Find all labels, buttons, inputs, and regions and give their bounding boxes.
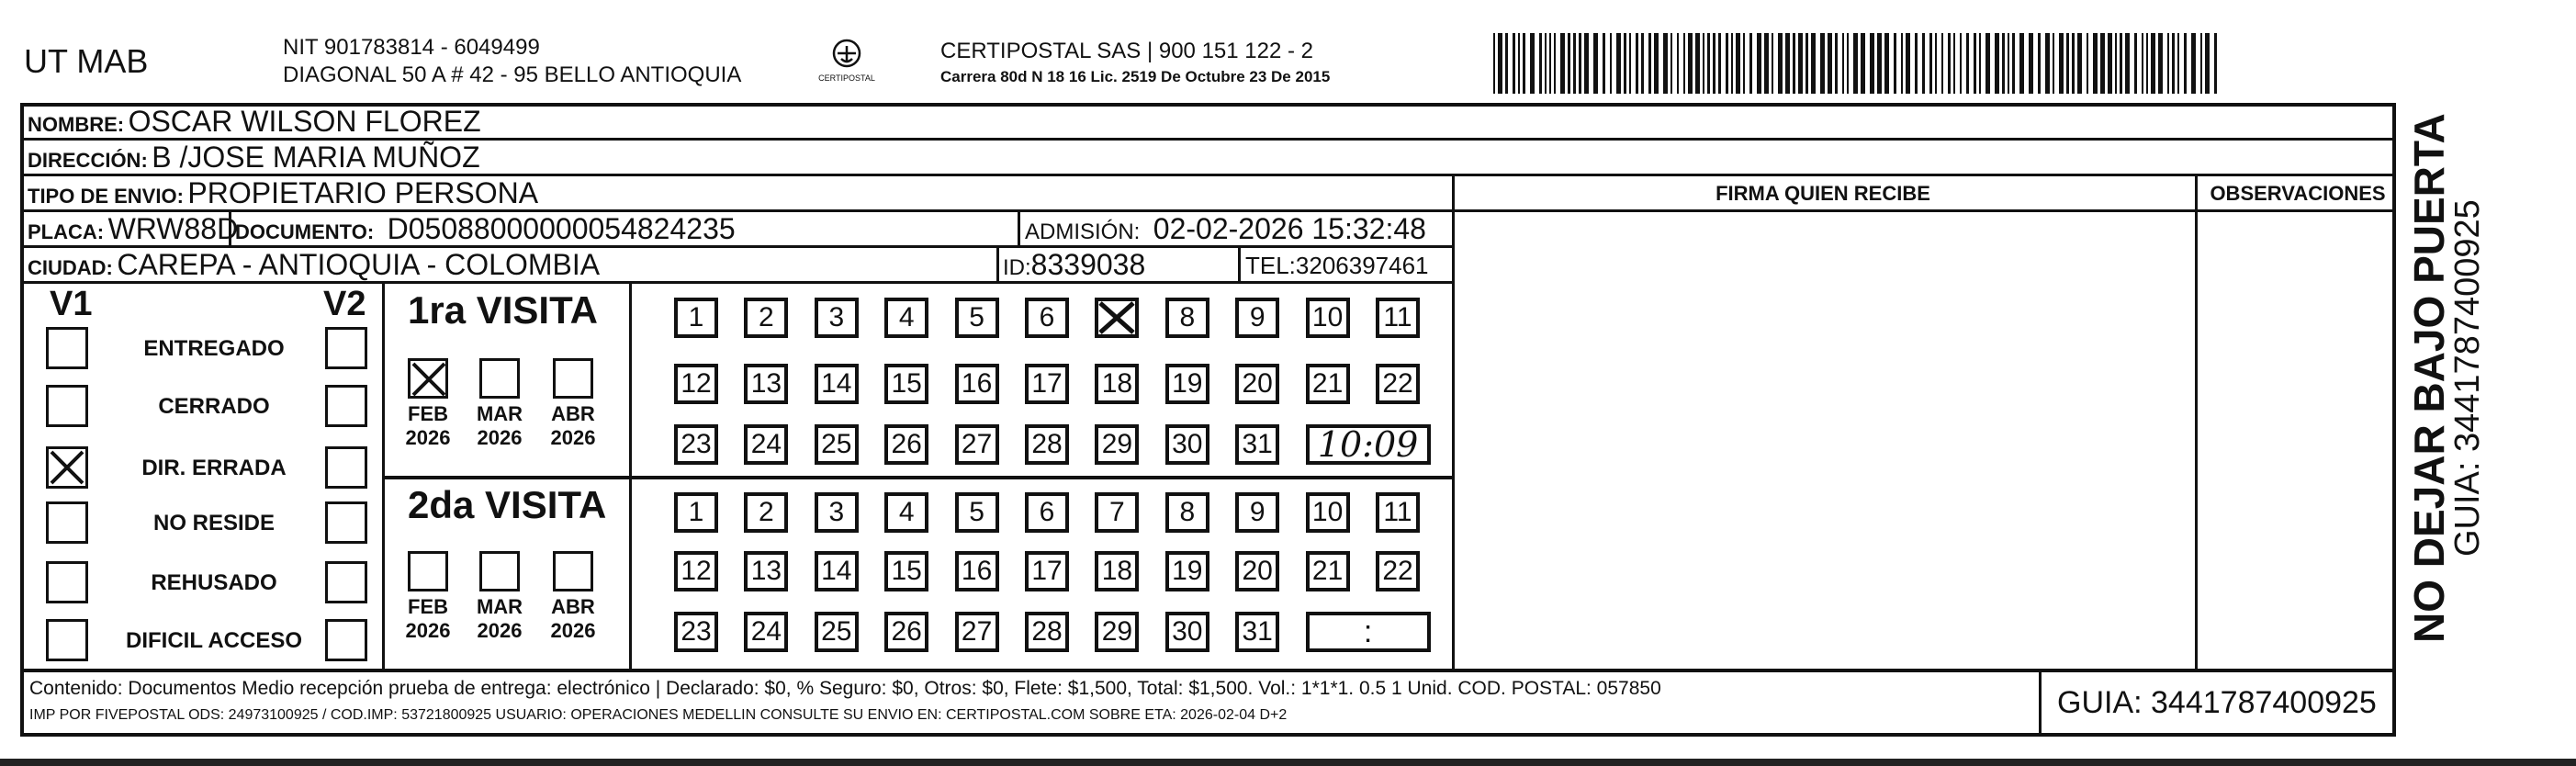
v1-checkbox[interactable]: [46, 385, 88, 427]
visita1-day-box[interactable]: 21: [1306, 364, 1350, 404]
visita2-day-box[interactable]: 13: [744, 551, 788, 591]
visita2-day-box[interactable]: 26: [884, 612, 928, 652]
visita2-day-box[interactable]: 2: [744, 492, 788, 533]
barcode-bar: [1785, 33, 1790, 94]
tipo-label: TIPO DE ENVIO:: [28, 185, 184, 208]
id-value: 8339038: [1030, 248, 1146, 281]
barcode-bar: [2100, 33, 2105, 94]
barcode: [1493, 33, 2219, 94]
barcode-bar: [1498, 33, 1502, 94]
footer-imp: IMP POR FIVEPOSTAL ODS: 24973100925 / COD.IMP: 53721800925 USUARIO: OPERACIONES MEDELLIN CONSULTE SU ENVIO EN: CERTIPOSTAL.COM SOBRE ETA: 2026-02-04 D+2: [29, 707, 1288, 723]
v2-checkbox[interactable]: [325, 561, 367, 603]
visita1-month-checkbox[interactable]: [408, 358, 448, 399]
nombre-row: [28, 105, 481, 139]
visita1-day-box[interactable]: 4: [884, 298, 928, 338]
barcode-bar: [2087, 33, 2088, 94]
tel-value: 3206397461: [1295, 252, 1429, 279]
direccion-label: DIRECCIÓN:: [28, 149, 148, 172]
barcode-bar: [1922, 33, 1925, 94]
barcode-bar: [2142, 33, 2143, 94]
barcode-bar: [1603, 33, 1605, 94]
barcode-bar: [1743, 33, 1745, 94]
visita1-day-box[interactable]: [1095, 298, 1139, 338]
visita2-day-box[interactable]: 6: [1025, 492, 1069, 533]
v2-checkbox[interactable]: [325, 446, 367, 489]
tipo-value: PROPIETARIO PERSONA: [187, 176, 539, 209]
nombre-value: OSCAR WILSON FLOREZ: [128, 105, 481, 138]
barcode-bar: [1749, 33, 1752, 94]
v2-checkbox[interactable]: [325, 501, 367, 544]
visita2-day-box[interactable]: 23: [674, 612, 718, 652]
visita2-month-checkbox[interactable]: [553, 551, 593, 591]
visita1-day-box[interactable]: 20: [1235, 364, 1279, 404]
barcode-bar: [1703, 33, 1704, 94]
barcode-bar: [2019, 33, 2024, 94]
visita2-day-box[interactable]: 30: [1165, 612, 1209, 652]
admision-cell: [1025, 212, 1426, 246]
barcode-bar: [1772, 33, 1773, 94]
barcode-bar: [1731, 33, 1733, 94]
visita1-day-box[interactable]: 28: [1025, 424, 1069, 465]
visita1-time-box[interactable]: 10:09: [1306, 424, 1431, 465]
status-label: DIR. ERRADA: [141, 456, 287, 480]
barcode-bar: [1798, 33, 1803, 94]
barcode-bar: [1847, 33, 1849, 94]
visita2-day-box[interactable]: 19: [1165, 551, 1209, 591]
barcode-bar: [2002, 33, 2005, 94]
barcode-bar: [1820, 33, 1825, 94]
month-year: 2026: [550, 619, 596, 642]
v1-checkbox[interactable]: [46, 446, 88, 489]
placa-value: WRW88D: [107, 212, 239, 245]
visita1-month-checkbox[interactable]: [479, 358, 520, 399]
placa-cell: [28, 212, 238, 246]
side-guia: GUIA: 3441787400925: [2448, 199, 2487, 557]
barcode-bar: [1870, 33, 1874, 94]
status-label: CERRADO: [158, 394, 270, 419]
nombre-label: NOMBRE:: [28, 113, 125, 136]
barcode-bar: [2045, 33, 2050, 94]
visita2-day-box[interactable]: 16: [955, 551, 999, 591]
v2-checkbox[interactable]: [325, 327, 367, 369]
barcode-bar: [2200, 33, 2202, 94]
visita2-day-box[interactable]: 3: [815, 492, 859, 533]
visita2-month-label: [541, 595, 605, 643]
ciudad-value: CAREPA - ANTIOQUIA - COLOMBIA: [117, 248, 601, 281]
barcode-bar: [1707, 33, 1710, 94]
v1-checkbox[interactable]: [46, 327, 88, 369]
visita1-day-box[interactable]: 26: [884, 424, 928, 465]
visita1-day-box[interactable]: 10: [1306, 298, 1350, 338]
barcode-bar: [2177, 33, 2179, 94]
documento-value: D05088000000054824235: [387, 212, 736, 245]
logo-text: CERTIPOSTAL: [818, 73, 875, 83]
barcode-bar: [1683, 33, 1685, 94]
v1-checkbox[interactable]: [46, 501, 88, 544]
barcode-bar: [1629, 33, 1631, 94]
month-year: 2026: [477, 619, 523, 642]
certipostal-logo: [818, 37, 875, 88]
barcode-bar: [1877, 33, 1882, 94]
barcode-bar: [1861, 33, 1865, 94]
barcode-bar: [2205, 33, 2210, 94]
barcode-bar: [1884, 33, 1889, 94]
barcode-bar: [2008, 33, 2009, 94]
barcode-bar: [1718, 33, 1721, 94]
visita2-day-box[interactable]: 7: [1095, 492, 1139, 533]
barcode-bar: [1530, 33, 1535, 94]
barcode-bar: [1518, 33, 1520, 94]
barcode-bar: [1593, 33, 1598, 94]
barcode-bar: [2066, 33, 2069, 94]
visita1-day-box[interactable]: 8: [1165, 298, 1209, 338]
visita1-day-box[interactable]: 14: [815, 364, 859, 404]
tipo-row: [28, 176, 538, 210]
barcode-bar: [1579, 33, 1581, 94]
barcode-bar: [1764, 33, 1769, 94]
visita2-day-box[interactable]: 1: [674, 492, 718, 533]
month-name: ABR: [551, 402, 595, 425]
barcode-bar: [1610, 33, 1612, 94]
barcode-bar: [1513, 33, 1515, 94]
barcode-bar: [1560, 33, 1565, 94]
visita1-day-box[interactable]: 13: [744, 364, 788, 404]
barcode-bar: [1935, 33, 1937, 94]
month-year: 2026: [405, 619, 451, 642]
barcode-bar: [1811, 33, 1816, 94]
v1-header: V1: [50, 285, 93, 323]
tel-label: TEL:: [1245, 252, 1296, 279]
visita1-day-box[interactable]: 22: [1376, 364, 1420, 404]
barcode-bar: [1713, 33, 1715, 94]
visita1-day-box[interactable]: 27: [955, 424, 999, 465]
status-label: NO RESIDE: [152, 511, 276, 535]
v1-checkbox[interactable]: [46, 619, 88, 661]
visita1-day-box[interactable]: 12: [674, 364, 718, 404]
v1-checkbox[interactable]: [46, 561, 88, 603]
barcode-bar: [2214, 33, 2217, 94]
visita2-day-box[interactable]: 18: [1095, 551, 1139, 591]
visita1-day-box[interactable]: 5: [955, 298, 999, 338]
visita2-day-box[interactable]: 10: [1306, 492, 1350, 533]
barcode-bar: [2053, 33, 2054, 94]
visita1-month-label: [396, 402, 460, 450]
barcode-bar: [1906, 33, 1910, 94]
barcode-bar: [1545, 33, 1547, 94]
status-label: ENTREGADO: [143, 336, 285, 361]
side-warning: NO DEJAR BAJO PUERTA: [2405, 113, 2453, 643]
barcode-bar: [1979, 33, 1981, 94]
visita2-day-box[interactable]: 17: [1025, 551, 1069, 591]
visita2-day-box[interactable]: 20: [1235, 551, 1279, 591]
barcode-bar: [1624, 33, 1626, 94]
barcode-bar: [2115, 33, 2117, 94]
visita1-day-box[interactable]: 9: [1235, 298, 1279, 338]
barcode-bar: [1985, 33, 1990, 94]
admision-value: 02-02-2026 15:32:48: [1153, 212, 1426, 245]
barcode-bar: [2191, 33, 2196, 94]
visita2-day-box[interactable]: 12: [674, 551, 718, 591]
barcode-bar: [1505, 33, 1508, 94]
barcode-bar: [1953, 33, 1955, 94]
barcode-bar: [1805, 33, 1808, 94]
barcode-bar: [1915, 33, 1918, 94]
status-label: DIFICIL ACCESO: [125, 628, 302, 653]
barcode-bar: [2172, 33, 2175, 94]
visita1-day-box[interactable]: 30: [1165, 424, 1209, 465]
barcode-bar: [1894, 33, 1896, 94]
barcode-bar: [1853, 33, 1858, 94]
visita1-day-box[interactable]: 31: [1235, 424, 1279, 465]
visita2-title: 2da VISITA: [408, 483, 607, 526]
barcode-bar: [1960, 33, 1962, 94]
barcode-bar: [2077, 33, 2082, 94]
visita1-day-box[interactable]: 6: [1025, 298, 1069, 338]
barcode-bar: [1929, 33, 1932, 94]
barcode-bar: [1654, 33, 1659, 94]
barcode-bar: [1549, 33, 1551, 94]
id-cell: [1003, 248, 1145, 282]
barcode-bar: [1828, 33, 1832, 94]
firma-label: FIRMA QUIEN RECIBE: [1715, 182, 1930, 205]
v2-checkbox[interactable]: [325, 619, 367, 661]
barcode-bar: [2108, 33, 2112, 94]
visita1-day-box[interactable]: 16: [955, 364, 999, 404]
placa-label: PLACA:: [28, 220, 105, 243]
bottom-edge: [0, 759, 2576, 766]
visita2-day-box[interactable]: 9: [1235, 492, 1279, 533]
observaciones-label: OBSERVACIONES: [2210, 182, 2386, 205]
barcode-bar: [2072, 33, 2075, 94]
direccion-value: B /JOSE MARIA MUÑOZ: [152, 141, 480, 174]
visita1-month-checkbox[interactable]: [553, 358, 593, 399]
barcode-bar: [2093, 33, 2098, 94]
visita1-day-box[interactable]: 18: [1095, 364, 1139, 404]
visita2-day-box[interactable]: 14: [815, 551, 859, 591]
visita2-day-box[interactable]: 15: [884, 551, 928, 591]
barcode-bar: [1688, 33, 1693, 94]
visita2-day-box[interactable]: 25: [815, 612, 859, 652]
visita1-month-label: [541, 402, 605, 450]
barcode-bar: [1568, 33, 1570, 94]
admision-label: ADMISIÓN:: [1025, 220, 1141, 244]
visita2-day-box[interactable]: 28: [1025, 612, 1069, 652]
barcode-bar: [1901, 33, 1903, 94]
visita1-day-box[interactable]: 24: [744, 424, 788, 465]
barcode-bar: [1636, 33, 1638, 94]
id-label: ID:: [1003, 255, 1031, 280]
month-year: 2026: [405, 426, 451, 449]
barcode-bar: [1842, 33, 1844, 94]
ciudad-label: CIUDAD:: [28, 256, 113, 279]
barcode-bar: [1641, 33, 1644, 94]
barcode-bar: [1493, 33, 1495, 94]
month-name: MAR: [476, 595, 523, 618]
barcode-bar: [1736, 33, 1740, 94]
barcode-bar: [1995, 33, 1999, 94]
barcode-bar: [1793, 33, 1795, 94]
visita2-day-box[interactable]: 5: [955, 492, 999, 533]
visita2-day-box[interactable]: 8: [1165, 492, 1209, 533]
month-year: 2026: [550, 426, 596, 449]
status-label: REHUSADO: [151, 570, 277, 595]
barcode-bar: [2125, 33, 2130, 94]
visita1-day-box[interactable]: 15: [884, 364, 928, 404]
footer-guia: GUIA: 3441787400925: [2057, 685, 2377, 720]
barcode-bar: [2059, 33, 2064, 94]
barcode-bar: [2184, 33, 2187, 94]
visita2-day-box[interactable]: 24: [744, 612, 788, 652]
barcode-bar: [1573, 33, 1576, 94]
month-name: ABR: [551, 595, 595, 618]
barcode-bar: [1726, 33, 1728, 94]
visita1-day-box[interactable]: 19: [1165, 364, 1209, 404]
v2-checkbox[interactable]: [325, 385, 367, 427]
barcode-bar: [2158, 33, 2163, 94]
barcode-bar: [1677, 33, 1679, 94]
visita1-day-box[interactable]: 1: [674, 298, 718, 338]
visita2-month-checkbox[interactable]: [408, 551, 448, 591]
company-name: UT MAB: [24, 42, 149, 80]
barcode-bar: [2012, 33, 2015, 94]
month-year: 2026: [477, 426, 523, 449]
month-name: MAR: [476, 402, 523, 425]
barcode-bar: [2134, 33, 2137, 94]
barcode-bar: [1966, 33, 1969, 94]
visita1-title: 1ra VISITA: [408, 288, 598, 332]
ciudad-row: [28, 248, 600, 282]
visita2-month-label: [467, 595, 532, 643]
barcode-bar: [1778, 33, 1783, 94]
documento-cell: [235, 212, 736, 246]
barcode-bar: [1941, 33, 1943, 94]
barcode-bar: [1835, 33, 1838, 94]
v2-header: V2: [323, 285, 366, 323]
visita2-day-box[interactable]: 11: [1376, 492, 1420, 533]
visita1-day-box[interactable]: 11: [1376, 298, 1420, 338]
visita2-month-checkbox[interactable]: [479, 551, 520, 591]
barcode-bar: [2120, 33, 2122, 94]
visita2-day-box[interactable]: 29: [1095, 612, 1139, 652]
barcode-bar: [2029, 33, 2033, 94]
visita1-day-box[interactable]: 2: [744, 298, 788, 338]
barcode-bar: [2038, 33, 2041, 94]
direccion-row: [28, 141, 480, 175]
visita1-day-box[interactable]: 23: [674, 424, 718, 465]
carrier-line2: Carrera 80d N 18 16 Lic. 2519 De Octubre 23 De 2015: [940, 68, 1331, 85]
tel-cell: [1245, 252, 1429, 280]
footer-contenido: Contenido: Documentos Medio recepción prueba de entrega: electrónico | Declarado: $0, % Seguro: $0, Otros: $0, Flete: $1,500, Total: $1,500. Vol.: 1*1*1. 0.5 1 Unid. COD. POSTAL: 057850: [29, 678, 1661, 699]
barcode-bar: [1616, 33, 1621, 94]
carrier-line1: CERTIPOSTAL SAS | 900 151 122 - 2: [940, 39, 1313, 63]
visita2-month-label: [396, 595, 460, 643]
barcode-bar: [1757, 33, 1761, 94]
visita2-day-box[interactable]: 4: [884, 492, 928, 533]
visita2-day-box[interactable]: 31: [1235, 612, 1279, 652]
barcode-bar: [2151, 33, 2155, 94]
barcode-bar: [1663, 33, 1668, 94]
visita2-time-box[interactable]: :: [1306, 612, 1431, 652]
visita1-day-box[interactable]: 29: [1095, 424, 1139, 465]
barcode-bar: [1648, 33, 1651, 94]
visita1-day-box[interactable]: 25: [815, 424, 859, 465]
barcode-bar: [1523, 33, 1525, 94]
month-name: FEB: [408, 402, 448, 425]
barcode-bar: [1539, 33, 1542, 94]
barcode-bar: [1554, 33, 1556, 94]
barcode-bar: [2146, 33, 2148, 94]
nit: NIT 901783814 - 6049499: [283, 35, 540, 60]
company-address: DIAGONAL 50 A # 42 - 95 BELLO ANTIOQUIA: [283, 62, 742, 87]
month-name: FEB: [408, 595, 448, 618]
visita2-day-box[interactable]: 27: [955, 612, 999, 652]
documento-label: DOCUMENTO:: [235, 220, 375, 243]
visita2-day-box[interactable]: 21: [1306, 551, 1350, 591]
visita1-day-box[interactable]: 3: [815, 298, 859, 338]
visita1-day-box[interactable]: 17: [1025, 364, 1069, 404]
visita2-day-box[interactable]: 22: [1376, 551, 1420, 591]
barcode-bar: [1670, 33, 1672, 94]
barcode-bar: [1584, 33, 1589, 94]
barcode-bar: [1974, 33, 1976, 94]
barcode-bar: [2167, 33, 2169, 94]
visita1-month-label: [467, 402, 532, 450]
barcode-bar: [1948, 33, 1951, 94]
barcode-bar: [1695, 33, 1700, 94]
